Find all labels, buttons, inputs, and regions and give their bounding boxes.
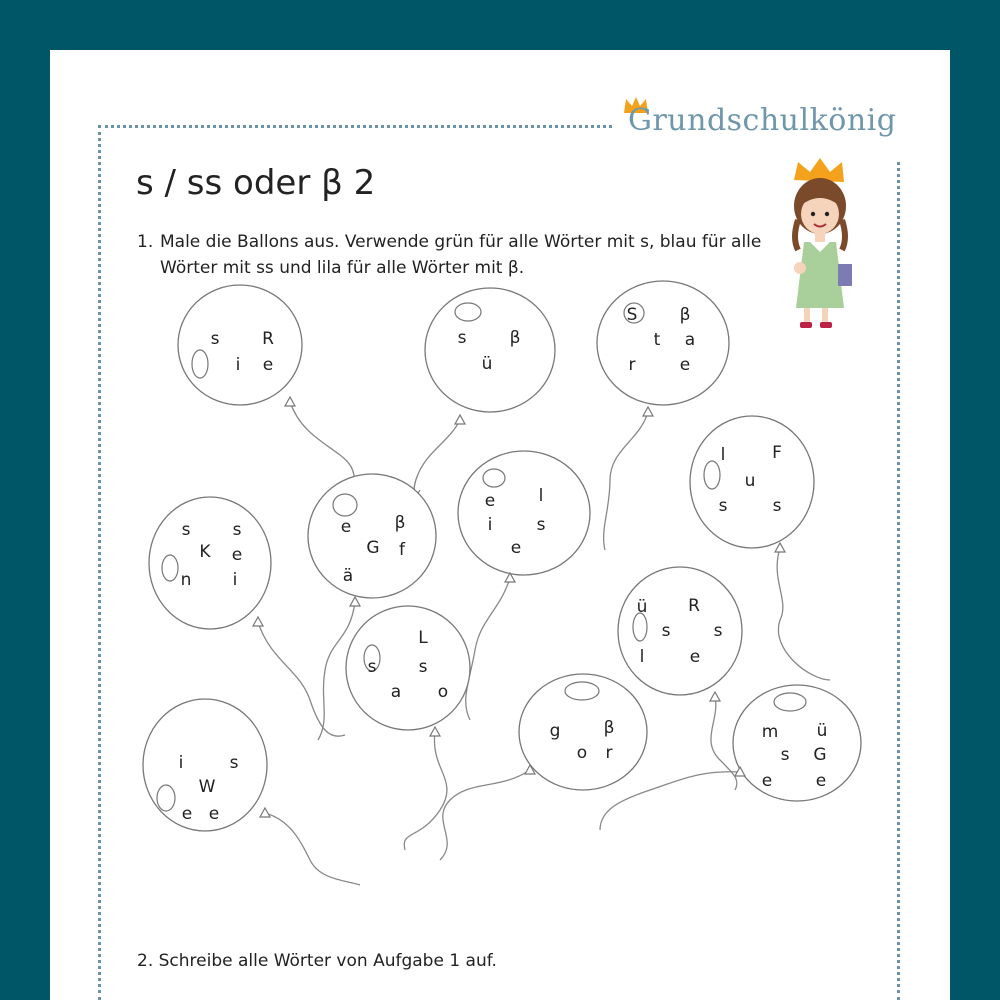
balloon-knot (710, 692, 720, 701)
balloon-body[interactable] (597, 281, 729, 405)
balloon-letter: S (626, 305, 638, 325)
balloon-body[interactable] (733, 685, 861, 801)
balloon-body[interactable] (143, 699, 267, 831)
balloon-body[interactable] (178, 285, 302, 405)
balloon-letter: e (340, 517, 352, 537)
balloon-letter: R (262, 329, 274, 349)
balloon-letter: n (180, 570, 192, 590)
balloon-letter: ü (816, 721, 828, 741)
balloon-letter: s (418, 657, 428, 677)
balloon-letter: a (684, 330, 696, 350)
page-title: s / ss oder β 2 (136, 163, 376, 203)
balloon-body[interactable] (149, 497, 271, 629)
balloon-string (290, 402, 358, 478)
balloon-10 (437, 674, 647, 860)
balloon-letter: s (367, 657, 377, 677)
balloon-letter: s (718, 496, 728, 516)
balloon-knot (253, 617, 263, 626)
balloon-knot (350, 597, 360, 606)
balloon-string (440, 770, 530, 860)
balloon-12 (143, 699, 360, 885)
balloon-letter: i (178, 753, 184, 773)
balloon-string (604, 412, 648, 550)
balloon-string (265, 813, 360, 885)
balloon-body[interactable] (346, 606, 470, 730)
balloon-letter: ü (481, 354, 493, 374)
balloon-letter: e (510, 538, 522, 558)
balloon-letter: s (229, 753, 239, 773)
balloon-letter: e (679, 355, 691, 375)
balloon-letter: a (390, 682, 402, 702)
task-1-number: 1. (137, 232, 154, 252)
brand-logo: Grundschulkönig (628, 103, 897, 138)
balloon-letter: s (457, 328, 467, 348)
balloon-letter: β (394, 513, 406, 533)
balloon-letter: s (713, 621, 723, 641)
balloon-letter: t (653, 330, 661, 350)
balloon-9 (346, 606, 470, 850)
balloon-letter: l (639, 647, 645, 667)
balloon-body[interactable] (425, 288, 555, 412)
balloon-letter: s (536, 515, 546, 535)
balloon-letter: e (262, 355, 274, 375)
balloon-knot (455, 415, 465, 424)
balloon-letter: l (720, 445, 726, 465)
balloon-letter: K (199, 542, 211, 562)
balloon-letter: e (761, 771, 773, 791)
balloon-letter: W (198, 777, 216, 797)
balloon-1 (178, 285, 358, 478)
balloon-letter: e (181, 804, 193, 824)
balloon-letter: s (232, 520, 242, 540)
balloon-letter: s (210, 329, 220, 349)
balloon-string (777, 548, 830, 680)
balloon-letter: i (235, 355, 241, 375)
balloon-body[interactable] (618, 567, 742, 695)
balloon-letter: β (603, 718, 615, 738)
balloon-body[interactable] (519, 674, 647, 790)
balloon-letter: u (744, 471, 756, 491)
balloon-letter: r (628, 355, 636, 375)
balloon-letter: L (418, 628, 428, 648)
balloon-letter: ü (636, 597, 648, 617)
balloon-letter: i (232, 570, 238, 590)
balloon-string (258, 622, 345, 736)
balloon-letter: g (549, 721, 561, 741)
balloon-letter: s (661, 621, 671, 641)
balloon-knot (260, 808, 270, 817)
balloon-letter: o (576, 743, 588, 763)
balloon-letter: e (484, 491, 496, 511)
balloon-knot (285, 397, 295, 406)
balloon-letter: β (509, 328, 521, 348)
balloon-string (414, 420, 460, 494)
balloon-letter: m (761, 722, 779, 742)
balloon-letter: s (772, 496, 782, 516)
balloon-letter: s (181, 520, 191, 540)
balloon-letter: R (688, 596, 700, 616)
balloon-string (404, 732, 447, 850)
task-2: 2. Schreibe alle Wörter von Aufgabe 1 auf. (137, 951, 497, 971)
balloon-letter: f (399, 540, 405, 560)
balloon-knot (643, 407, 653, 416)
balloon-knot (775, 543, 785, 552)
balloon-string (466, 578, 510, 720)
balloon-body[interactable] (308, 474, 436, 598)
balloon-letter: r (605, 743, 613, 763)
balloon-letter: e (689, 647, 701, 667)
balloon-letter: e (208, 804, 220, 824)
balloon-body[interactable] (458, 451, 590, 575)
balloon-string (600, 772, 740, 830)
balloon-knot (430, 727, 440, 736)
balloon-letter: F (772, 443, 782, 463)
balloon-letter: e (231, 545, 243, 565)
balloon-letter: G (813, 745, 827, 765)
balloon-letter: o (437, 682, 449, 702)
balloon-letter: l (538, 486, 544, 506)
balloon-letter: β (679, 305, 691, 325)
balloon-letter: s (780, 745, 790, 765)
task-1-text: Male die Ballons aus. Verwende grün für alle Wörter mit s, blau für alle Wörter mit ss und lila für alle Wörter mit β. (160, 232, 762, 278)
balloon-letter: e (815, 771, 827, 791)
balloon-letter: i (487, 515, 493, 535)
balloon-letter: ä (342, 566, 354, 586)
balloon-letter: G (366, 538, 380, 558)
